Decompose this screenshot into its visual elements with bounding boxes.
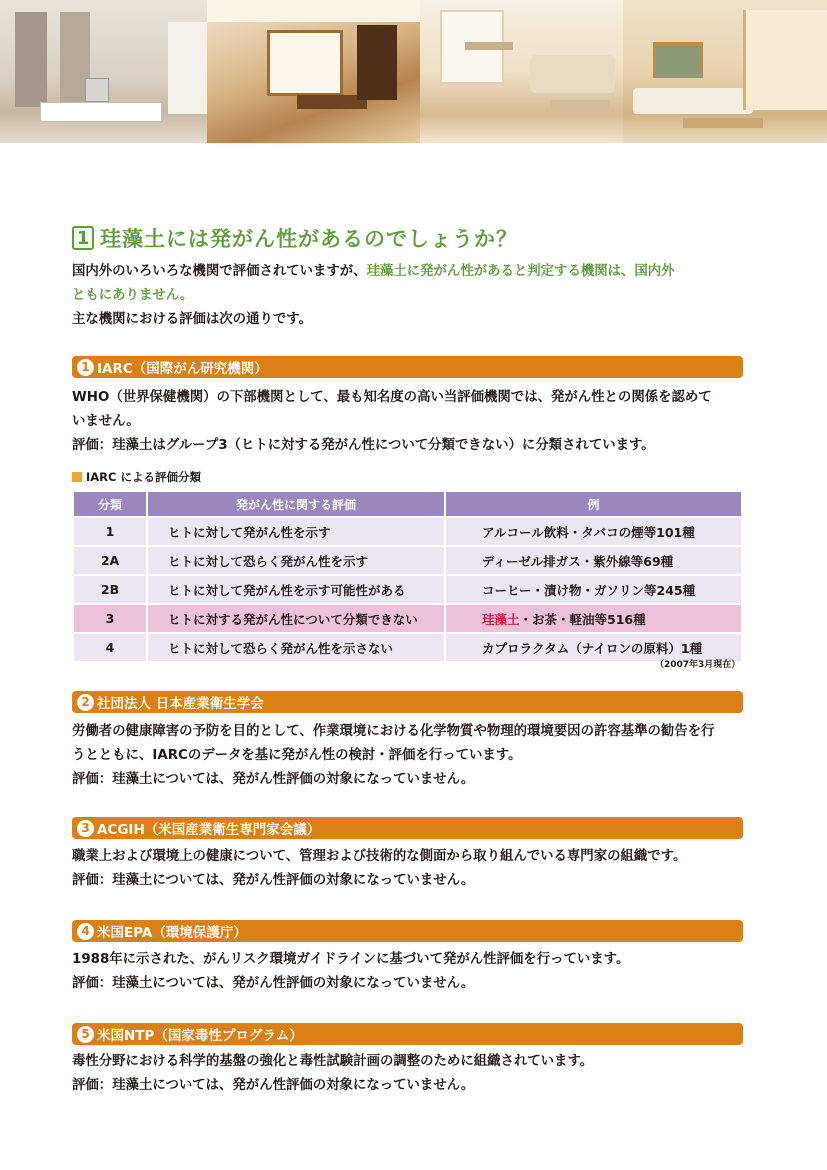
header-photo-strip xyxy=(0,0,827,143)
table-row-highlighted xyxy=(74,605,741,632)
cell-class: 4 xyxy=(74,634,146,661)
room-photo-1 xyxy=(0,0,207,143)
intro-line-3: 主な機関における評価は次の通りです。 xyxy=(72,312,312,327)
section-title: 米国NTP（国家毒性プログラム） xyxy=(97,1028,303,1044)
intro-line-1-highlight: 珪藻土に発がん性があると判定する機関は、国内外 xyxy=(366,264,675,279)
section-number-badge: 4 xyxy=(77,923,94,940)
section-number-badge: 5 xyxy=(77,1026,94,1043)
body-line: 職業上および環境上の健康について、管理および技術的な側面から取り組んでいる専門家の組織です。 xyxy=(72,849,687,864)
intro-line-1 xyxy=(72,260,747,284)
body-line: 評価：珪藻土については、発がん性評価の対象になっていません。 xyxy=(72,873,475,888)
section-number-badge: 1 xyxy=(77,359,94,376)
body-line: WHO（世界保健機関）の下部機関として、最も知名度の高い当評価機関では、発がん性との関係を認めて xyxy=(72,390,712,405)
section-header-acgih xyxy=(72,817,743,839)
table-row xyxy=(74,518,741,545)
body-line: 評価：珪藻土については、発がん性評価の対象になっていません。 xyxy=(72,1078,475,1093)
example-text: アルコール飲料・タバコの煙等101種 xyxy=(482,524,695,540)
body-line: 1988年に示された、がんリスク環境ガイドラインに基づいて発がん性評価を行っています。 xyxy=(72,952,630,967)
table-header-row xyxy=(74,492,741,516)
intro-paragraph xyxy=(72,260,747,332)
title-number-badge: 1 xyxy=(72,226,94,250)
cell-evaluation: ヒトに対して発がん性を示す可能性がある xyxy=(148,576,444,603)
header-evaluation: 発がん性に関する評価 xyxy=(148,492,444,516)
body-line: うとともに、IARCのデータを基に発がん性の検討・評価を行っています。 xyxy=(72,748,522,763)
section-title: IARC（国際がん研究機関） xyxy=(97,361,268,377)
cell-class: 2B xyxy=(74,576,146,603)
section-number-badge: 2 xyxy=(77,694,94,711)
label-square-icon xyxy=(72,472,82,482)
section-header-iarc xyxy=(72,356,743,378)
body-line: 評価：珪藻土はグループ3（ヒトに対する発がん性について分類できない）に分類されています。 xyxy=(72,438,655,453)
cell-example xyxy=(446,576,741,603)
table-label xyxy=(72,469,201,485)
section-body-iarc xyxy=(72,386,747,458)
cell-example xyxy=(446,547,741,574)
body-line: 評価：珪藻土については、発がん性評価の対象になっていません。 xyxy=(72,976,475,991)
example-highlight: 珪藻土 xyxy=(482,611,520,627)
example-text: カプロラクタム（ナイロンの原料）1種 xyxy=(482,640,703,656)
section-title: 社団法人 日本産業衛生学会 xyxy=(97,696,264,712)
table-label-text: IARC による評価分類 xyxy=(86,470,201,484)
section-body-jsoh xyxy=(72,720,747,792)
section-body-ntp xyxy=(72,1050,747,1098)
page-title xyxy=(72,222,752,254)
cell-class: 2A xyxy=(74,547,146,574)
section-title: 米国EPA（環境保護庁） xyxy=(97,925,247,941)
body-line: 毒性分野における科学的基盤の強化と毒性試験計画の調整のために組織されています。 xyxy=(72,1054,594,1069)
cell-class: 3 xyxy=(74,605,146,632)
section-header-jsoh xyxy=(72,691,743,713)
title-text: 珪藻土には発がん性があるのでしょうか？ xyxy=(100,227,518,251)
cell-evaluation: ヒトに対する発がん性について分類できない xyxy=(148,605,444,632)
header-example: 例 xyxy=(446,492,741,516)
table-date-note: （2007年3月現在） xyxy=(655,660,741,670)
section-body-epa xyxy=(72,948,747,996)
cell-example xyxy=(446,518,741,545)
section-header-epa xyxy=(72,920,743,942)
room-photo-2 xyxy=(207,0,420,143)
room-photo-4 xyxy=(623,0,827,143)
header-class: 分類 xyxy=(74,492,146,516)
section-title: ACGIH（米国産業衛生専門家会議） xyxy=(97,822,321,838)
table-row xyxy=(74,634,741,661)
room-photo-3 xyxy=(420,0,623,143)
section-header-ntp xyxy=(72,1023,743,1045)
body-line: いません。 xyxy=(72,414,140,429)
cell-evaluation: ヒトに対して恐らく発がん性を示す xyxy=(148,547,444,574)
section-number-badge: 3 xyxy=(77,820,94,837)
intro-line-1-prefix: 国内外のいろいろな機関で評価されていますが、 xyxy=(72,264,367,279)
example-text: ・お茶・軽油等516種 xyxy=(519,611,646,627)
cell-example xyxy=(446,605,741,632)
cell-class: 1 xyxy=(74,518,146,545)
body-line: 評価：珪藻土については、発がん性評価の対象になっていません。 xyxy=(72,772,475,787)
intro-line-2: ともにありません。 xyxy=(72,288,194,303)
body-line: 労働者の健康障害の予防を目的として、作業環境における化学物質や物理的環境要因の許容基準の勧告を行 xyxy=(72,724,715,739)
section-body-acgih xyxy=(72,845,747,893)
example-text: ディーゼル排ガス・紫外線等69種 xyxy=(482,553,674,569)
table-row xyxy=(74,576,741,603)
cell-evaluation: ヒトに対して恐らく発がん性を示さない xyxy=(148,634,444,661)
cell-evaluation: ヒトに対して発がん性を示す xyxy=(148,518,444,545)
example-text: コーヒー・漬け物・ガソリン等245種 xyxy=(482,582,696,598)
iarc-classification-table xyxy=(72,490,743,663)
table-row xyxy=(74,547,741,574)
